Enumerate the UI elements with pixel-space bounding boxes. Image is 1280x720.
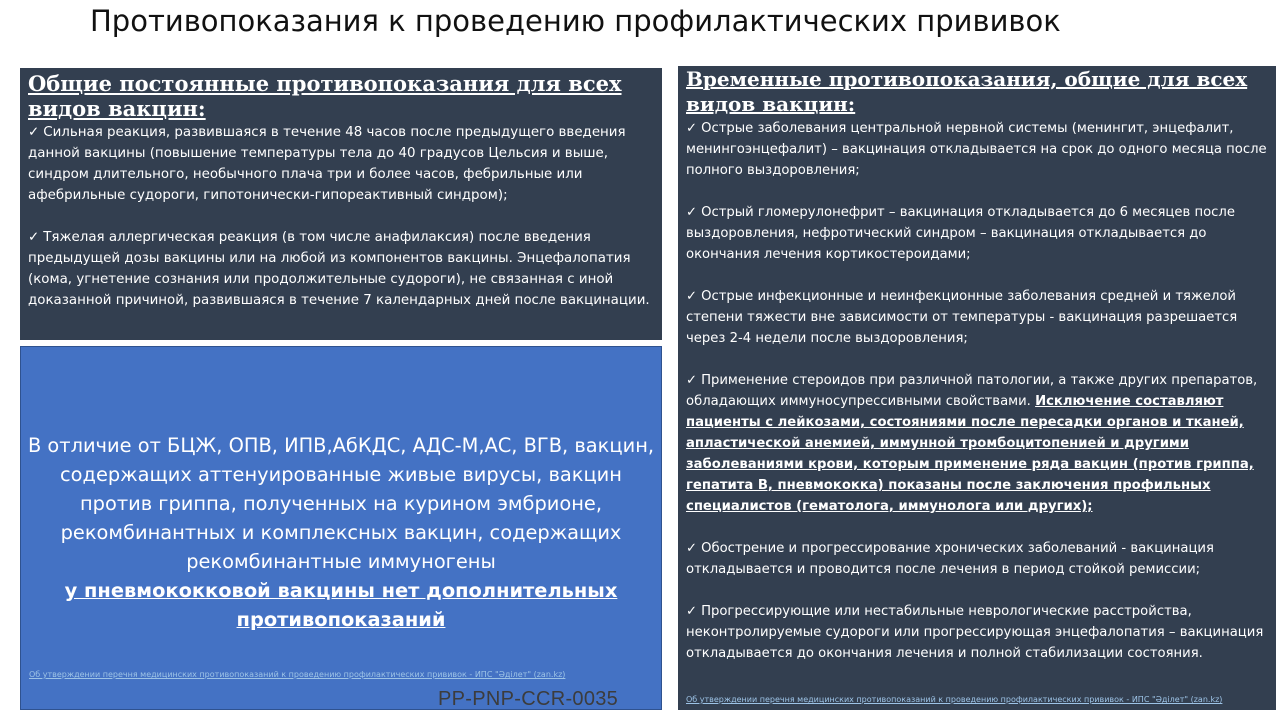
temporary-item-4-text: Применение стероидов при различной патологии, а также других препаратов, обладающих иммуносупрессивными свойствами.: [686, 373, 1258, 409]
temporary-item-6: [686, 601, 1268, 664]
pneumococcal-comparison-text: В отличие от БЦЖ, ОПВ, ИПВ,АбКДС, АДС-М,АС, ВГВ, вакцин, содержащих аттенуированные живые вирусы, вакцин против гриппа, полученных на курином эмбрионе, рекомбинантных и комплексных вакцин, содержащих рекомбинантные иммуногены: [27, 434, 655, 573]
pneumococcal-emphasis-text: у пневмококковой вакцины нет дополнительных противопоказаний: [64, 579, 618, 631]
checkmark-icon: ✓: [686, 604, 698, 619]
temporary-item-1: [686, 118, 1268, 181]
temporary-contraindications-panel: [678, 66, 1276, 710]
permanent-contraindications-panel: [20, 68, 662, 340]
temporary-item-4: [686, 370, 1268, 517]
document-code: PP-PNP-CCR-0035: [438, 688, 619, 710]
pneumococcal-vaccine-panel: [20, 346, 662, 710]
temporary-item-1-text: Острые заболевания центральной нервной системы (менингит, энцефалит, менингоэнцефалит) – вакцинация откладывается на срок до одного месяца после полного выздоровления;: [686, 121, 1267, 178]
checkmark-icon: ✓: [28, 230, 40, 245]
checkmark-icon: ✓: [686, 205, 698, 220]
permanent-item-2: [28, 227, 654, 311]
source-link[interactable]: Об утверждении перечня медицинских противопоказаний к проведению профилактических прививок - ИПС "Әділет" (zan.kz): [686, 695, 1223, 704]
checkmark-icon: ✓: [686, 373, 698, 388]
temporary-item-4-exception: Исключение составляют пациенты с лейкозами, состояниями после пересадки органов и тканей, апластической анемией, иммунной тромбоцитопенией и другими заболеваниями крови, которым применение ряда вакцин (против гриппа, гепатита В, пневмококка) показаны после заключения профильных специалистов (гематолога, иммунолога или других);: [686, 394, 1254, 514]
permanent-item-2-text: Тяжелая аллергическая реакция (в том числе анафилаксия) после введения предыдущей дозы вакцины или на любой из компонентов вакцины. Энцефалопатия (кома, угнетение сознания или продолжительные судороги), не связанная с иной доказанной причиной, развившаяся в течение 7 календарных дней после вакцинации.: [28, 230, 650, 308]
temporary-item-2-text: Острый гломерулонефрит – вакцинация откладывается до 6 месяцев после выздоровления, нефротический синдром – вакцинация откладывается до окончания лечения кортикостероидами;: [686, 205, 1235, 262]
permanent-item-1: [28, 122, 654, 206]
checkmark-icon: ✓: [686, 541, 698, 556]
temporary-item-2: [686, 202, 1268, 265]
checkmark-icon: ✓: [686, 289, 698, 304]
temporary-item-5-text: Обострение и прогрессирование хронических заболеваний - вакцинация откладывается и проводится после лечения в период стойкой ремиссии;: [686, 541, 1214, 577]
temporary-item-3-text: Острые инфекционные и неинфекционные заболевания средней и тяжелой степени тяжести вне зависимости от температуры - вакцинация разрешается через 2-4 недели после выздоровления;: [686, 289, 1238, 346]
temporary-item-3: [686, 286, 1268, 349]
source-link[interactable]: Об утверждении перечня медицинских противопоказаний к проведению профилактических прививок - ИПС "Әділет" (zan.kz): [29, 670, 566, 679]
slide-title: Противопоказания к проведению профилактических прививок: [90, 4, 1061, 38]
temporary-heading: Временные противопоказания, общие для всех видов вакцин:: [686, 67, 1248, 116]
temporary-item-5: [686, 538, 1268, 580]
checkmark-icon: ✓: [686, 121, 698, 136]
checkmark-icon: ✓: [28, 125, 40, 140]
temporary-item-6-text: Прогрессирующие или нестабильные неврологические расстройства, неконтролируемые судороги или прогрессирующая энцефалопатия – вакцинация откладывается до окончания лечения и полной стабилизации состояния.: [686, 604, 1264, 661]
pneumococcal-text: [21, 431, 661, 634]
permanent-item-1-text: Сильная реакция, развившаяся в течение 48 часов после предыдущего введения данной вакцины (повышение температуры тела до 40 градусов Цельсия и выше, синдром длительного, необычного плача три и более часов, фебрильные или афебрильные судороги, гипотонически-гипореактивный синдром);: [28, 125, 626, 203]
permanent-heading: Общие постоянные противопоказания для всех видов вакцин:: [28, 71, 622, 121]
